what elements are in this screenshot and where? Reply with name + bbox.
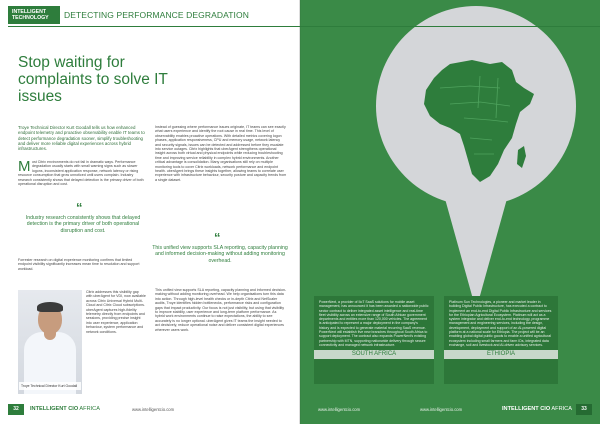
country-label-ethiopia: ETHIOPIA [444, 350, 558, 359]
article-body-section-d: Instead of guessing where performance issues originate, IT teams can see exactly what users experience and identify the root cause in real time. This level of observability enables proactive operations. With detailed metrics covering logon phases, application responsiveness, CPU and memory usage, network latency and security signals, issues can be detected and addressed before they escalate into service outages. Citrix highlights that uberAgent strengthens operational insight across both virtual and physical endpoints while reducing troubleshooting time and improving service reliability in complex hybrid environments. Another critical advantage is consolidation. Many organisations still rely on multiple monitoring tools to cover Citrix workloads, network performance and endpoint health. uberAgent brings these insights together, allowing teams to correlate user experience with infrastructure behaviour, security posture and capacity trends from a single dataset. [155, 125, 287, 182]
photo-caption: Troye Technical Director Kurt Goodall [19, 382, 81, 390]
drop-cap: M [18, 158, 31, 175]
section-headline: DETECTING PERFORMANCE DEGRADATION [64, 10, 249, 20]
article-body-opening-text: ost Citrix environments do not fail in dramatic ways. Performance degradation usually starts with small warning signs such as slower logons, inconsistent application response, network latency or rising resource consumption that grow unnoticed until users complain. Industry research consistently shows that delayed detection is the primary driver of both operational disruption and cost. [18, 160, 144, 187]
pull-quote-2: This unified view supports SLA reporting, capacity planning and informed decision-making without adding monitoring overhead. [152, 245, 288, 264]
quote-mark-icon: “ [76, 200, 83, 215]
madagascar-island [517, 146, 526, 168]
header-rule [8, 26, 600, 27]
country-label-south-africa: SOUTH AFRICA [314, 350, 434, 359]
brand-name: INTELLIGENT CIO [30, 406, 79, 412]
footer-url-right-1: www.intelligentcio.com [318, 407, 361, 412]
news-box-ethiopia [444, 296, 558, 384]
article-body-section-c: Citrix addresses this visibility gap with uberAgent for VDI, now available across Citrix Universal Hybrid Multi-Cloud and Citrix Cloud subscriptions. uberAgent captures high-fidelity telemetry directly from endpoints and sessions, providing precise insight into user experience, application behaviour, system performance and network conditions. [86, 290, 146, 334]
article-body-section-b: Forrester research on digital experience monitoring confirms that limited endpoint visibility significantly increases mean time to resolution and support workload. [18, 258, 140, 271]
africa-map-icon [420, 58, 538, 186]
article-title: Stop waiting for complaints to solve IT issues [18, 54, 168, 105]
photo-hair [37, 302, 63, 312]
section-tag: INTELLIGENT TECHNOLOGY [8, 6, 60, 24]
article-intro: Troye Technical Director Kurt Goodall tells us how enhanced endpoint telemetry and proactive observability enable IT teams to detect performance degradation sooner, simplify troubleshooting and deliver more reliable digital experiences across hybrid infrastructures. [18, 125, 145, 152]
article-body-opening [18, 160, 146, 186]
news-text-south-africa: PowerNext, a provider of IIoT SaaS solutions for mobile asset management, has announced it has been awarded a nationwide public sector contract to deliver integrated asset intelligence and real-time fleet visibility across an extensive range of South African government departments and entities more than 120,000 vehicles. The agreement is anticipated to represent a major deployment in the company's history and is expected to generate material recurring SaaS revenue. PowerNext will establish five new branches throughout South Africa to support deployment. The contract also expands PowerNext's existing partnership with MTN, supporting nationwide delivery through secure connectivity and managed network infrastructure. [319, 300, 429, 347]
news-text-ethiopia: Platinum Sun Technologies, a pioneer and market leader in building Digital Public Infrastructure, has executed a contract to implement an end-to-end Digital Public Infrastructure and services for the Ethiopian Agricultural Ecosystem. Platinum will act as a system integrator and deliver end-to-end technology, programme management and engineering services, including the design, development, deployment and support of an AI-powered digital platform at a national scale for Ethiopia. The project will be an enabling global digital public goods to enable a unified agricultural ecosystem including small farmers and farm IDs, integrated data exchange, soil and livestock and AI-driven advisory services. [449, 300, 552, 347]
pull-quote-1: Industry research consistently shows that delayed detection is the primary driver of both operational disruption and cost. [25, 215, 141, 234]
page-gutter [299, 0, 301, 424]
footer-url-right-2: www.intelligentcio.com [420, 407, 463, 412]
brand-name: INTELLIGENT CIO [502, 406, 551, 412]
news-box-south-africa [314, 296, 434, 384]
page-number-right: 33 [576, 404, 592, 415]
author-photo [18, 290, 82, 394]
brand-region: AFRICA [550, 406, 572, 412]
footer-url-left: www.intelligentcio.com [132, 407, 175, 412]
brand-region: AFRICA [78, 406, 100, 412]
quote-mark-icon: “ [214, 230, 221, 245]
footer-brand-right [502, 406, 572, 412]
footer-brand-left [30, 406, 100, 412]
article-body-section-e: This unified view supports SLA reporting, capacity planning and informed decision-making without adding monitoring overhead. We help organisations turn this data into action. Through high-level health checks or in-depth Citrix and NetScaler audits, Troye identifies hidden bottlenecks, performance risks and configuration gaps that impact productivity. Our focus is not just visibility, but using that visibility to improve stability, user experience and long-term platform performance. As hybrid work environments continue to raise expectations, the ability to see accurately is no longer optional. uberAgent gives IT teams the insight needed to act decisively, reduce operational noise and deliver consistent digital experiences wherever users work. [155, 288, 287, 332]
page-number-left: 32 [8, 404, 24, 415]
